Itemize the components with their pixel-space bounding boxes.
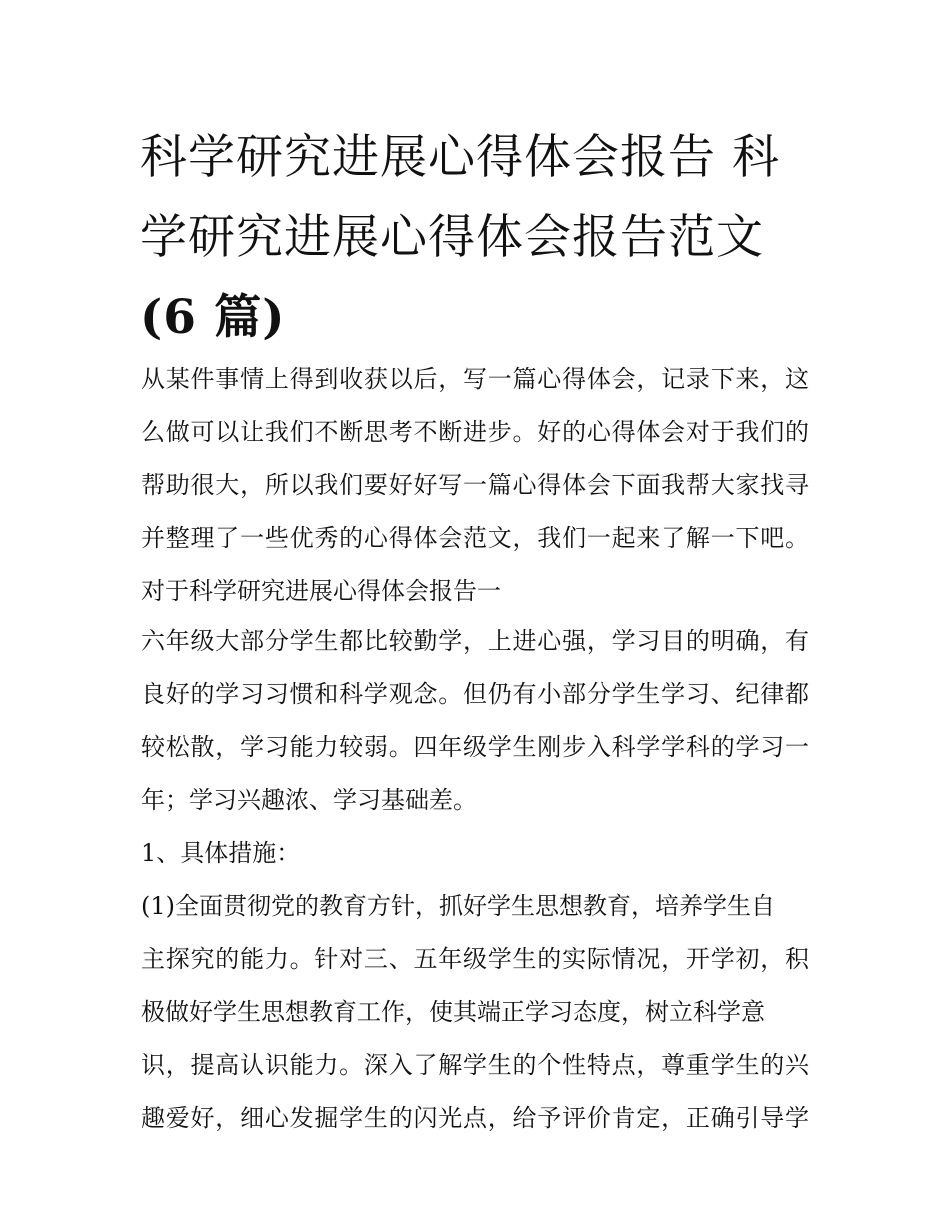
measures-heading xyxy=(141,827,821,880)
section-heading xyxy=(141,565,821,618)
measure-1-paragraph xyxy=(141,880,821,1145)
text-line: 识，提高认识能力。深入了解学生的个性特点，尊重学生的兴 xyxy=(141,1051,809,1079)
text-line: 并整理了一些优秀的心得体会范文，我们一起来了解一下吧。 xyxy=(141,524,809,552)
text-line: 帮助很大，所以我们要好好写一篇心得体会下面我帮大家找寻 xyxy=(141,471,809,499)
text-line: 年；学习兴趣浓、学习基础差。 xyxy=(141,786,477,814)
title-line: (6 篇) xyxy=(140,290,286,345)
text-line: 1、具体措施： xyxy=(141,839,301,867)
text-line: 主探究的能力。针对三、五年级学生的实际情况，开学初，积 xyxy=(141,945,809,973)
text-line: 么做可以让我们不断思考不断进步。好的心得体会对于我们的 xyxy=(141,418,809,446)
text-line: 从某件事情上得到收获以后，写一篇心得体会，记录下来，这 xyxy=(141,365,809,393)
text-line: 六年级大部分学生都比较勤学，上进心强，学习目的明确，有 xyxy=(141,627,809,655)
document-title xyxy=(140,118,820,358)
text-line: (1)全面贯彻党的教育方针，抓好学生思想教育，培养学生自 xyxy=(141,892,775,920)
intro-paragraph xyxy=(141,353,821,565)
text-line: 对于科学研究进展心得体会报告一 xyxy=(141,577,501,605)
document-body xyxy=(141,353,821,1145)
text-line: 良好的学习习惯和科学观念。但仍有小部分学生学习、纪律都 xyxy=(141,680,809,708)
title-line: 学研究进展心得体会报告范文 xyxy=(140,210,764,265)
text-line: 较松散，学习能力较弱。四年级学生刚步入科学学科的学习一 xyxy=(141,733,809,761)
situation-paragraph xyxy=(141,615,821,827)
title-line: 科学研究进展心得体会报告 科 xyxy=(140,130,780,185)
text-line: 趣爱好，细心发掘学生的闪光点，给予评价肯定，正确引导学 xyxy=(141,1104,809,1132)
text-line: 极做好学生思想教育工作，使其端正学习态度，树立科学意 xyxy=(141,998,765,1026)
